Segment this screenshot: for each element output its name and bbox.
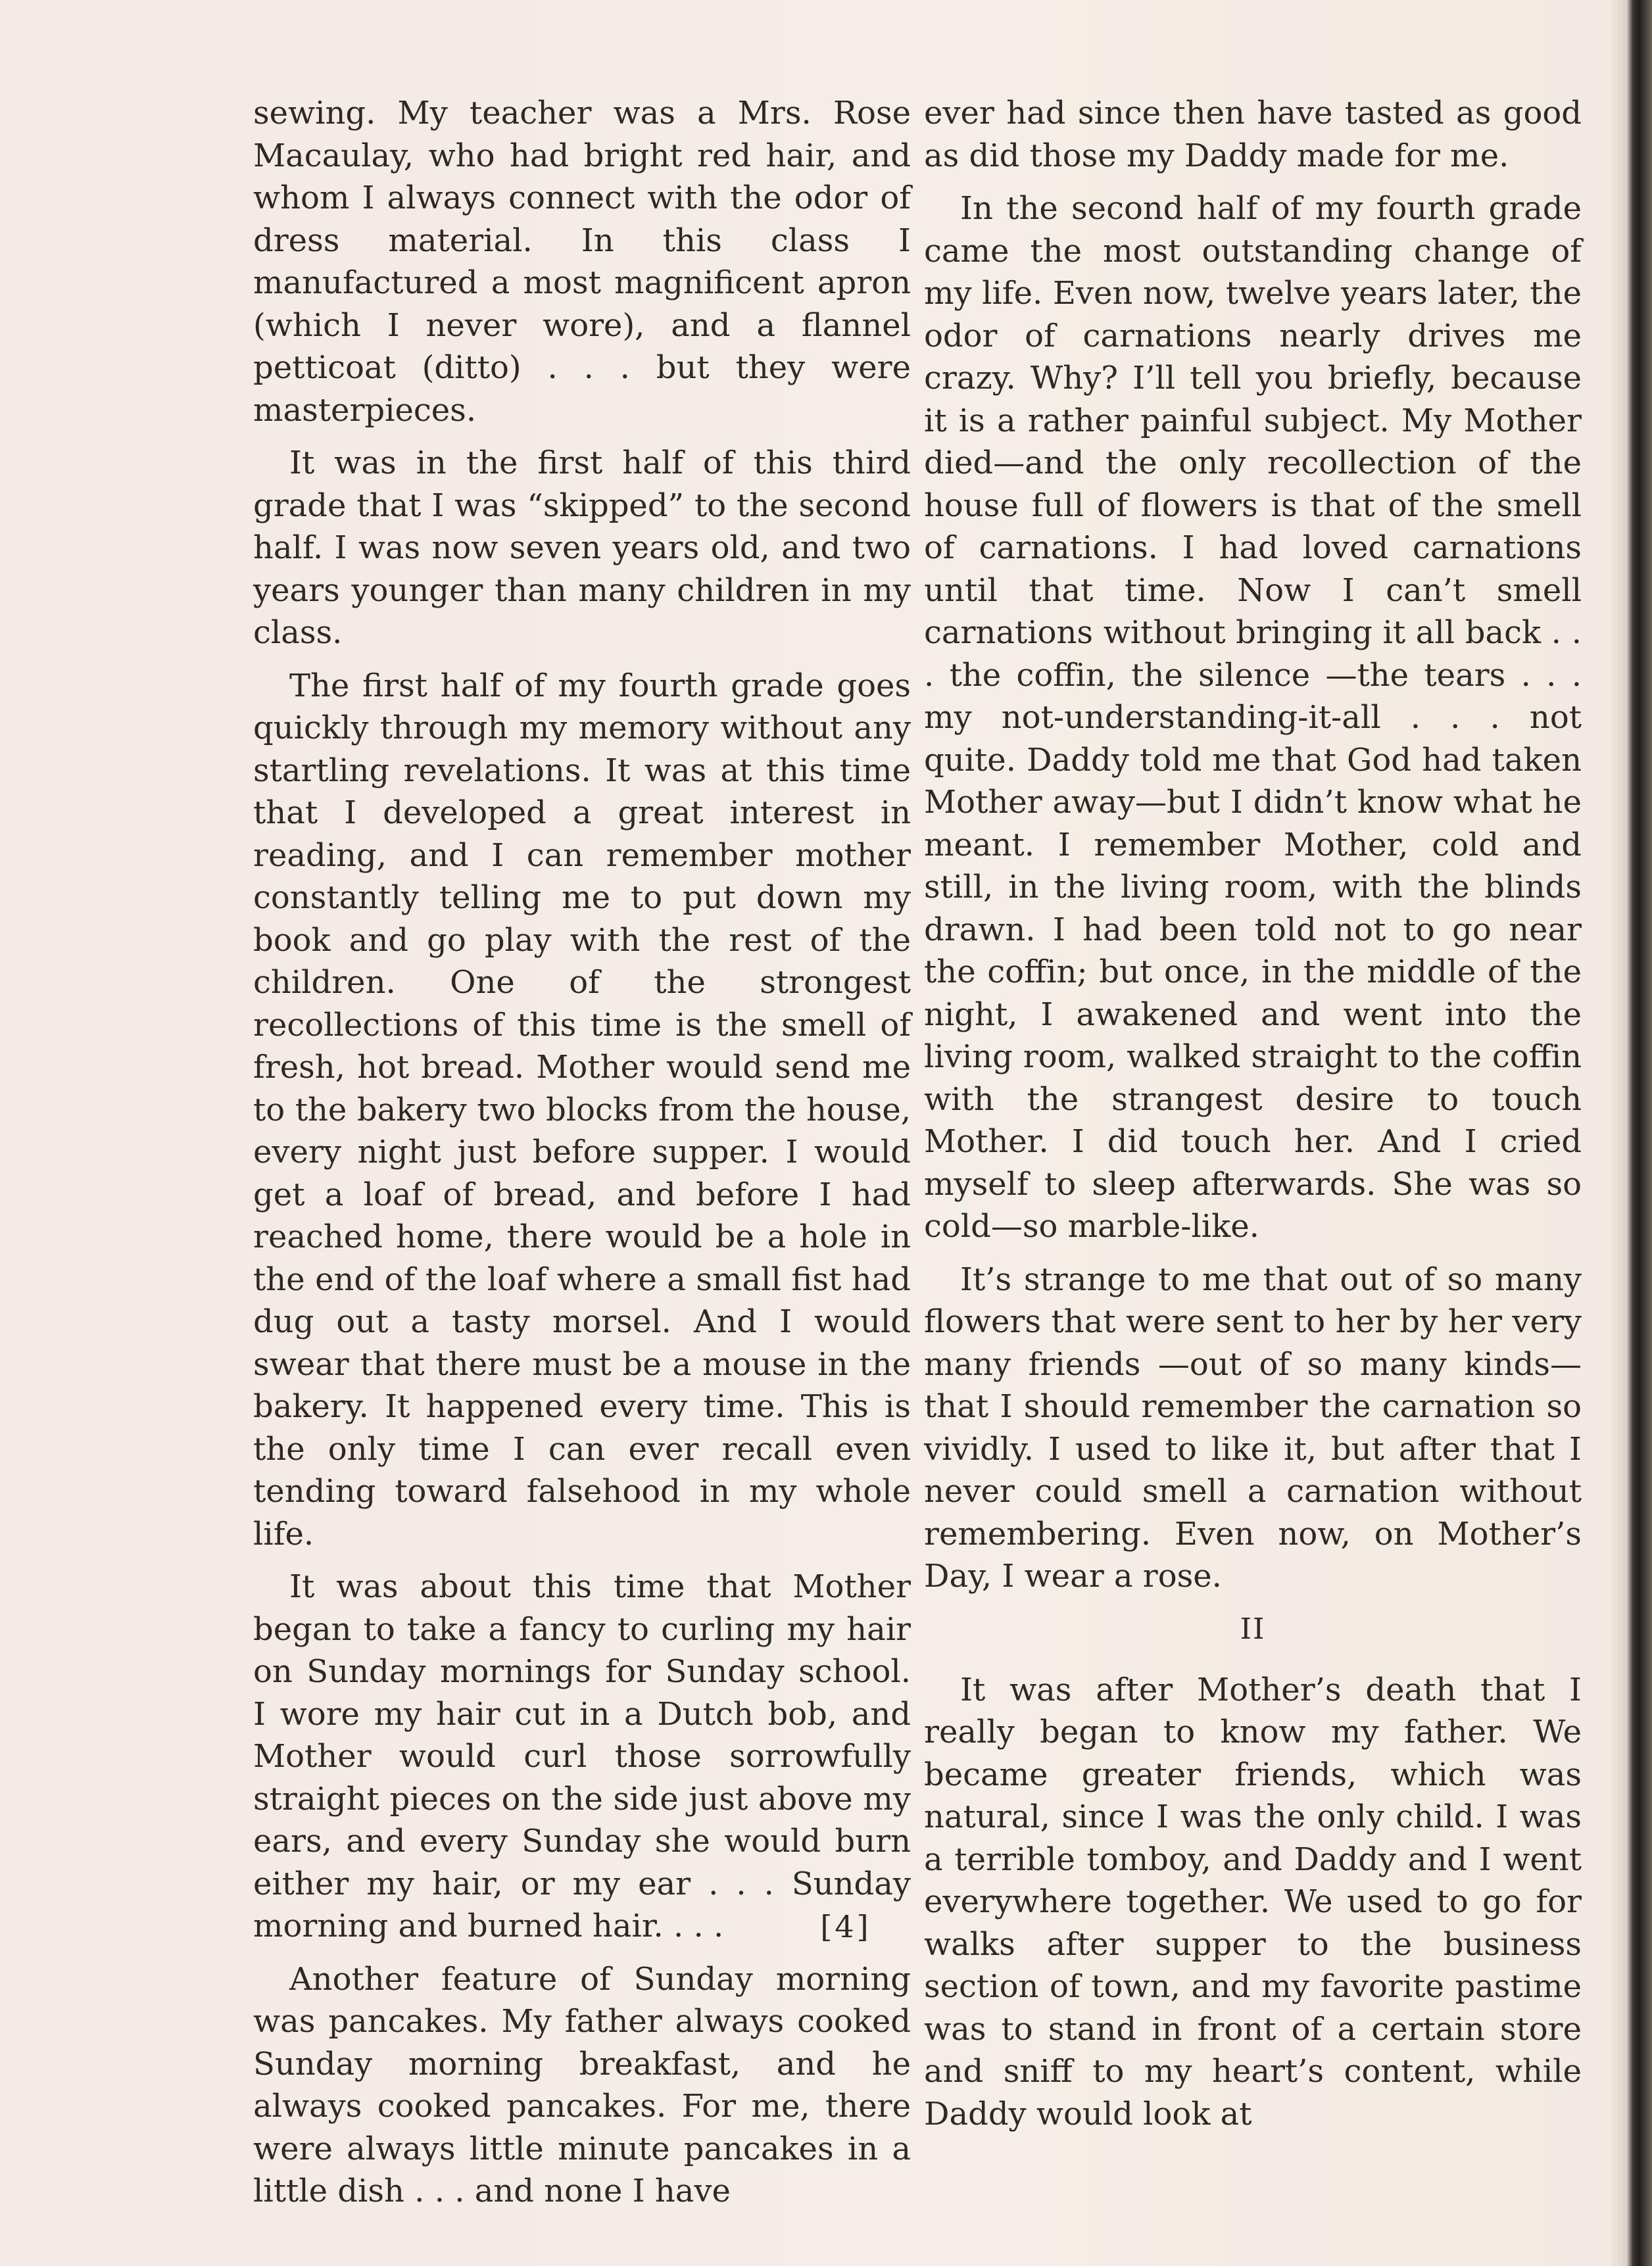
section-heading: II	[1240, 1612, 1266, 1646]
paragraph: In the second half of my fourth grade came the most outstanding change of my life. Even now, twelve years later, the odor of carnations nearly drives me crazy. Why? I’ll tell you briefly, because it is a rather painful subject. My Mother died—and the only recollection of the house full of flowers is that of the smell of carnations. I had loved carnations until that time. Now I can’t smell carnations without bringing it all back . . . the coffin, the silence —the tears . . . my not-understanding-it-all . . . not quite. Daddy told me that God had taken Mother away—but I didn’t know what he meant. I remember Mother, cold and still, in the living room, with the blinds drawn. I had been told not to go near the coffin; but once, in the middle of the night, I awakened and went into the living room, walked straight to the coffin with the strangest desire to touch Mother. I did touch her. And I cried myself to sleep afterwards. She was so cold—so marble-like.	[924, 190, 1582, 1245]
paragraph: It was in the first half of this third grade that I was “skipped” to the second half. I was now seven years old, and two years younger than many children in my class.	[253, 445, 911, 651]
paragraph: Another feature of Sunday morning was pancakes. My father always cooked Sunday morning breakfast, and he always cooked pancakes. For me, there were always little minute pancakes in a little dish . . . and none I have	[253, 1960, 911, 2209]
right-column	[924, 92, 1582, 2135]
paragraph: It was after Mother’s death that I really began to know my father. We became greater friends, which was natural, since I was the only child. I was a terrible tomboy, and Daddy and I went everywhere together. We used to go for walks after supper to the business section of town, and my favorite pastime was to stand in front of a certain store and sniff to my heart’s content, while Daddy would look at	[924, 1671, 1582, 2133]
paragraph: sewing. My teacher was a Mrs. Rose Macaulay, who had bright red hair, and whom I always connect with the odor of dress material. In this class I manufactured a most magnificent apron (which I never wore), and a flannel petticoat (ditto) . . . but they were masterpieces.	[253, 95, 911, 429]
page-number: [4]	[820, 1909, 871, 1944]
paragraph: It was about this time that Mother began to take a fancy to curling my hair on Sunday mornings for Sunday school. I wore my hair cut in a Dutch bob, and Mother would curl those sorrowfully straight pieces on the side just above my ears, and every Sunday she would burn either my hair, or my ear . . . Sunday morning and burned hair. . . .	[253, 1568, 911, 1944]
paragraph: It’s strange to me that out of so many flowers that were sent to her by her very many friends —out of so many kinds—that I should remember the carnation so vividly. I used to like it, but after that I never could smell a carnation without remembering. Even now, on Mother’s Day, I wear a rose.	[924, 1261, 1582, 1595]
paragraph: ever had since then have tasted as good as did those my Daddy made for me.	[924, 95, 1582, 174]
paragraph: The first half of my fourth grade goes quickly through my memory without any startling revelations. It was at this time that I developed a great interest in reading, and I can remember mother constantly telling me to put down my book and go play with the rest of the children. One of the strongest recollections of this time is the smell of fresh, hot bread. Mother would send me to the bakery two blocks from the house, every night just before supper. I would get a loaf of bread, and before I had reached home, there would be a hole in the end of the loaf where a small fist had dug out a tasty morsel. And I would swear that there must be a mouse in the bakery. It happened every time. This is the only time I can ever recall even tending toward falsehood in my whole life.	[253, 667, 911, 1553]
left-column	[253, 92, 911, 2213]
binding-edge	[1610, 0, 1652, 2266]
